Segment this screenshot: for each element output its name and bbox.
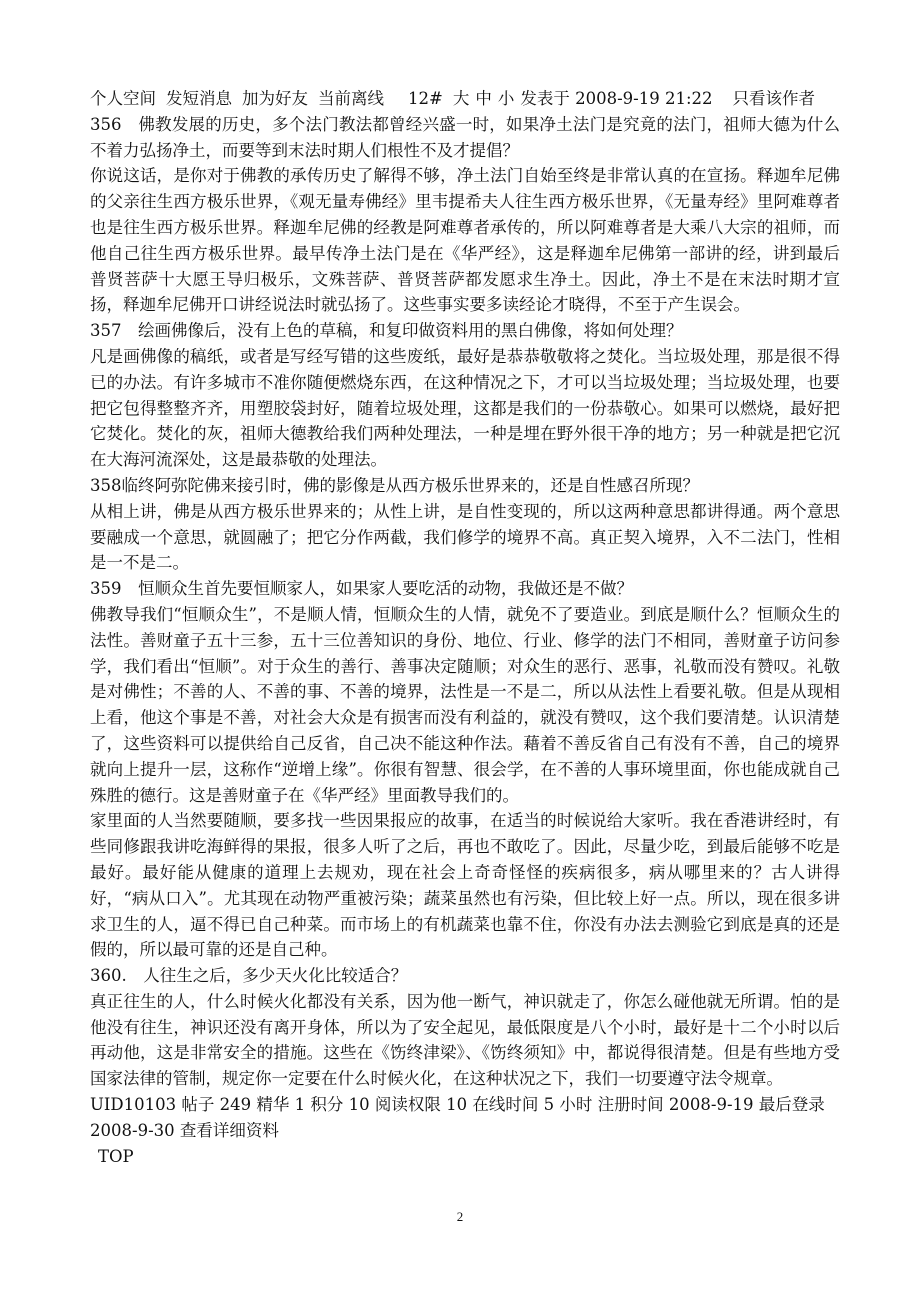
answer-359-part2: 家里面的人当然要随顺，要多找一些因果报应的故事，在适当的时候说给大家听。我在香港讲经时，有些同修跟我讲吃海鲜得的果报，很多人听了之后，再也不敢吃了。因此，尽量少吃，到最后能够不吃是最好。最好能从健康的道理上去规劝，现在社会上奇奇怪怪的疾病很多，病从哪里来的？古人讲得好，“病从口入”。尤其现在动物严重被污染；蔬菜虽然也有污染，但比较上好一点。所以，现在很多讲求卫生的人，逼不得已自己种菜。而市场上的有机蔬菜也靠不住，你没有办法去测验它到底是真的还是假的，所以最可靠的还是自己种。 bbox=[90, 811, 840, 960]
font-size-large[interactable]: 大 bbox=[452, 89, 470, 108]
user-id: UID10103 bbox=[90, 1095, 177, 1115]
add-friend-link[interactable]: 加为好友 bbox=[242, 89, 308, 108]
answer-359-part1: 佛教导我们“恒顺众生”，不是顺人情，恒顺众生的人情，就免不了要造业。到底是顺什么？恒顺众生的法性。善财童子五十三参，五十三位善知识的身份、地位、行业、修学的法门不相同，善财童子访问参学，我们看出“恒顺”。对于众生的善行、善事决定随顺；对众生的恶行、恶事，礼敬而没有赞叹。礼敬是对佛性；不善的人、不善的事、不善的境界，法性是一不是二，所以从法性上看要礼敬。但是从现相上看，他这个事是不善，对社会大众是有损害而没有利益的，就没有赞叹，这个我们要清楚。认识清楚了，这些资料可以提供给自己反省，自己决不能这种作法。藉着不善反省自己有没有不善，自己的境界就向上提升一层，这称作“逆增上缘”。你很有智慧、很会学，在不善的人事环境里面，你也能成就自己殊胜的德行。这是善财童子在《华严经》里面教导我们的。 bbox=[90, 604, 840, 805]
register-date: 注册时间 2008-9-19 bbox=[597, 1095, 754, 1115]
send-message-link[interactable]: 发短消息 bbox=[166, 89, 232, 108]
question-356: 356 佛教发展的历史，多个法门教法都曾经兴盛一时，如果净土法门是究竟的法门，祖师大德为什么不着力弘扬净土，而要等到末法时期人们根性不及才提倡？ bbox=[90, 114, 840, 160]
question-359: 359 恒顺众生首先要恒顺家人，如果家人要吃活的动物，我做还是不做？ bbox=[90, 579, 633, 599]
read-permission: 阅读权限 10 bbox=[374, 1095, 468, 1115]
question-357: 357 绘画佛像后，没有上色的草稿，和复印做资料用的黑白佛像，将如何处理？ bbox=[90, 321, 683, 341]
floor-number: 12# bbox=[408, 89, 443, 108]
answer-358: 从相上讲，佛是从西方极乐世界来的；从性上讲，是自性变现的，所以这两种意思都讲得通。两个意思要融成一个意思，就圆融了；把它分作两截，我们修学的境界不高。真正契入境界，入不二法门，性相是一不是二。 bbox=[90, 501, 840, 573]
answer-356: 你说这话，是你对于佛教的承传历史了解得不够，净土法门自始至终是非常认真的在宣扬。释迦牟尼佛的父亲往生西方极乐世界，《观无量寿佛经》里韦提希夫人往生西方极乐世界，《无量寿经》里阿难尊者也是往生西方极乐世界。释迦牟尼佛的经教是阿难尊者承传的，所以阿难尊者是大乘八大宗的祖师，而他自己往生西方极乐世界。最早传净土法门是在《华严经》，这是释迦牟尼佛第一部讲的经，讲到最后普贤菩萨十大愿王导归极乐，文殊菩萨、普贤菩萨都发愿求生净土。因此，净土不是在末法时期才宣扬，释迦牟尼佛开口讲经说法时就弘扬了。这些事实要多读经论才晓得，不至于产生误会。 bbox=[90, 166, 840, 315]
view-profile-link[interactable]: 查看详细资料 bbox=[179, 1120, 279, 1140]
digest-count: 精华 1 bbox=[256, 1095, 306, 1115]
post-header bbox=[90, 86, 840, 112]
personal-space-link[interactable]: 个人空间 bbox=[90, 89, 156, 108]
points: 积分 10 bbox=[310, 1095, 370, 1115]
user-info bbox=[90, 1092, 840, 1144]
online-time: 在线时间 5 小时 bbox=[472, 1095, 593, 1115]
online-status: 当前离线 bbox=[318, 89, 384, 108]
only-author-link[interactable]: 只看该作者 bbox=[732, 89, 816, 108]
last-login: 最后登录 2008-9-30 bbox=[90, 1095, 825, 1140]
question-358: 358临终阿弥陀佛来接引时，佛的影像是从西方极乐世界来的，还是自性感召所现？ bbox=[90, 475, 699, 495]
post-date: 发表于 2008-9-19 21:22 bbox=[520, 89, 713, 108]
page-number: 2 bbox=[456, 1209, 464, 1224]
post-content bbox=[90, 86, 840, 1169]
font-size-small[interactable]: 小 bbox=[497, 89, 515, 108]
back-to-top-link[interactable]: TOP bbox=[98, 1146, 134, 1166]
post-count: 帖子 249 bbox=[181, 1095, 252, 1115]
question-360: 360. 人往生之后，多少天火化比较适合？ bbox=[90, 966, 408, 986]
answer-357: 凡是画佛像的稿纸，或者是写经写错的这些废纸，最好是恭恭敬敬将之焚化。当垃圾处理，那是很不得已的办法。有许多城市不准你随便燃烧东西，在这种情况之下，才可以当垃圾处理；当垃圾处理，也要把它包得整整齐齐，用塑胶袋封好，随着垃圾处理，这都是我们的一份恭敬心。如果可以燃烧，最好把它焚化。焚化的灰，祖师大德教给我们两种处理法，一种是埋在野外很干净的地方；另一种就是把它沉在大海河流深处，这是最恭敬的处理法。 bbox=[90, 346, 840, 470]
answer-360: 真正往生的人，什么时候火化都没有关系，因为他一断气，神识就走了，你怎么碰他就无所谓。怕的是他没有往生，神识还没有离开身体，所以为了安全起见，最低限度是八个小时，最好是十二个小时以后再动他，这是非常安全的措施。这些在《饬终津梁》、《饬终须知》中，都说得很清楚。但是有些地方受国家法律的管制，规定你一定要在什么时候火化，在这种状况之下，我们一切要遵守法令规章。 bbox=[90, 991, 840, 1089]
font-size-medium[interactable]: 中 bbox=[475, 89, 492, 108]
